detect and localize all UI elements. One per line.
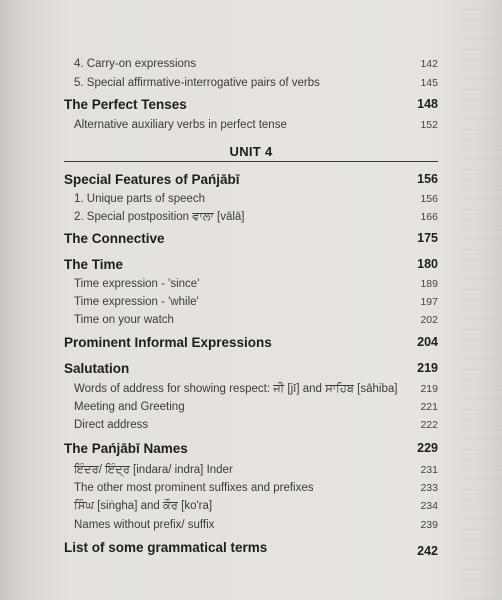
toc-entry: [0, 314, 502, 334]
toc-entry-page: 197: [420, 296, 438, 308]
toc-section-label: Special Features of Pańjābī: [64, 172, 240, 187]
toc-entry: [0, 401, 502, 421]
toc-entry: [0, 419, 502, 439]
toc-entry-label: 1. Unique parts of speech: [74, 193, 206, 205]
toc-entry-label: ਸਿੰਘ [siṅgha] and ਕੌਰ [ko'ra]: [74, 500, 213, 512]
toc-entry-page: 142: [420, 58, 438, 70]
toc-entry: [0, 383, 502, 403]
toc-section-label: The Connective: [64, 231, 165, 246]
toc-entry-page: 233: [420, 482, 438, 494]
toc-entry-page: 219: [420, 383, 438, 395]
toc-section-label: The Time: [64, 257, 124, 272]
toc-entry-label: ਇੰਦਰ/ ਇੰਦ੍ਰ [indara/ indra] Inder: [74, 464, 233, 476]
toc-entry: [0, 58, 502, 78]
page-edge-shadow: [462, 0, 502, 600]
toc-entry: [0, 119, 502, 139]
toc-entry-label: Time expression - 'since': [74, 278, 200, 290]
toc-section-salutation: [0, 361, 502, 381]
toc-entry-page: 231: [420, 464, 438, 476]
toc-entry: [0, 482, 502, 502]
toc-entry-label: 2. Special postposition ਵਾਲਾ [vālā]: [74, 211, 245, 223]
toc-entry-page: 221: [420, 401, 438, 413]
toc-entry-label: Names without prefix/ suffix: [74, 519, 215, 531]
toc-section-label: The Perfect Tenses: [64, 97, 187, 112]
toc-section-informal: [0, 335, 502, 355]
toc-entry: [0, 296, 502, 316]
toc-entry-page: 189: [420, 278, 438, 290]
toc-entry-page: 152: [420, 119, 438, 131]
toc-entry: [0, 464, 502, 484]
toc-section-special-features: [0, 172, 502, 192]
toc-section-page: 229: [417, 441, 438, 455]
toc-entry-label: The other most prominent suffixes and prefixes: [74, 482, 314, 494]
toc-section-label: Prominent Informal Expressions: [64, 335, 272, 350]
toc-section-names: [0, 441, 502, 461]
toc-entry: [0, 500, 502, 520]
toc-entry: [0, 77, 502, 97]
toc-section-page: 204: [417, 335, 438, 349]
toc-entry: [0, 193, 502, 213]
toc-section-page: 219: [417, 361, 438, 375]
toc-section-perfect-tenses: [0, 97, 502, 117]
toc-entry-page: 166: [420, 211, 438, 223]
toc-entry: [0, 211, 502, 231]
toc-entry-page: 156: [420, 193, 438, 205]
toc-entry-page: 145: [420, 77, 438, 89]
toc-section-page: 156: [417, 172, 438, 186]
toc-entry-page: 222: [420, 419, 438, 431]
toc-entry-label: Words of address for showing respect: ਜੀ [jī] and ਸਾਹਿਬ [sāhiba]: [74, 383, 398, 395]
toc-section-page: 180: [417, 257, 438, 271]
unit-divider: [64, 161, 438, 162]
toc-section-page: 175: [417, 231, 438, 245]
toc-entry-label: Direct address: [74, 419, 149, 431]
toc-entry-label: 5. Special affirmative-interrogative pairs of verbs: [74, 77, 320, 89]
toc-entry-label: Meeting and Greeting: [74, 401, 185, 413]
toc-entry-label: Time expression - 'while': [74, 296, 199, 308]
toc-entry-label: 4. Carry-on expressions: [74, 58, 197, 70]
toc-section-glossary: [0, 540, 502, 560]
toc-section-label: List of some grammatical terms: [64, 540, 268, 555]
toc-section-time: [0, 257, 502, 277]
toc-entry-label: Alternative auxiliary verbs in perfect tense: [74, 119, 287, 131]
toc-section-label: Salutation: [64, 361, 130, 376]
toc-section-page: 242: [417, 544, 438, 558]
toc-entry: [0, 278, 502, 298]
toc-entry-page: 234: [420, 500, 438, 512]
toc-entry-page: 239: [420, 519, 438, 531]
toc-section-page: 148: [417, 97, 438, 111]
toc-entry-page: 202: [420, 314, 438, 326]
toc-entry: [0, 519, 502, 539]
toc-section-label: The Pańjābī Names: [64, 441, 188, 456]
toc-section-connective: [0, 231, 502, 251]
unit-heading: UNIT 4: [229, 144, 273, 159]
toc-entry-label: Time on your watch: [74, 314, 174, 326]
